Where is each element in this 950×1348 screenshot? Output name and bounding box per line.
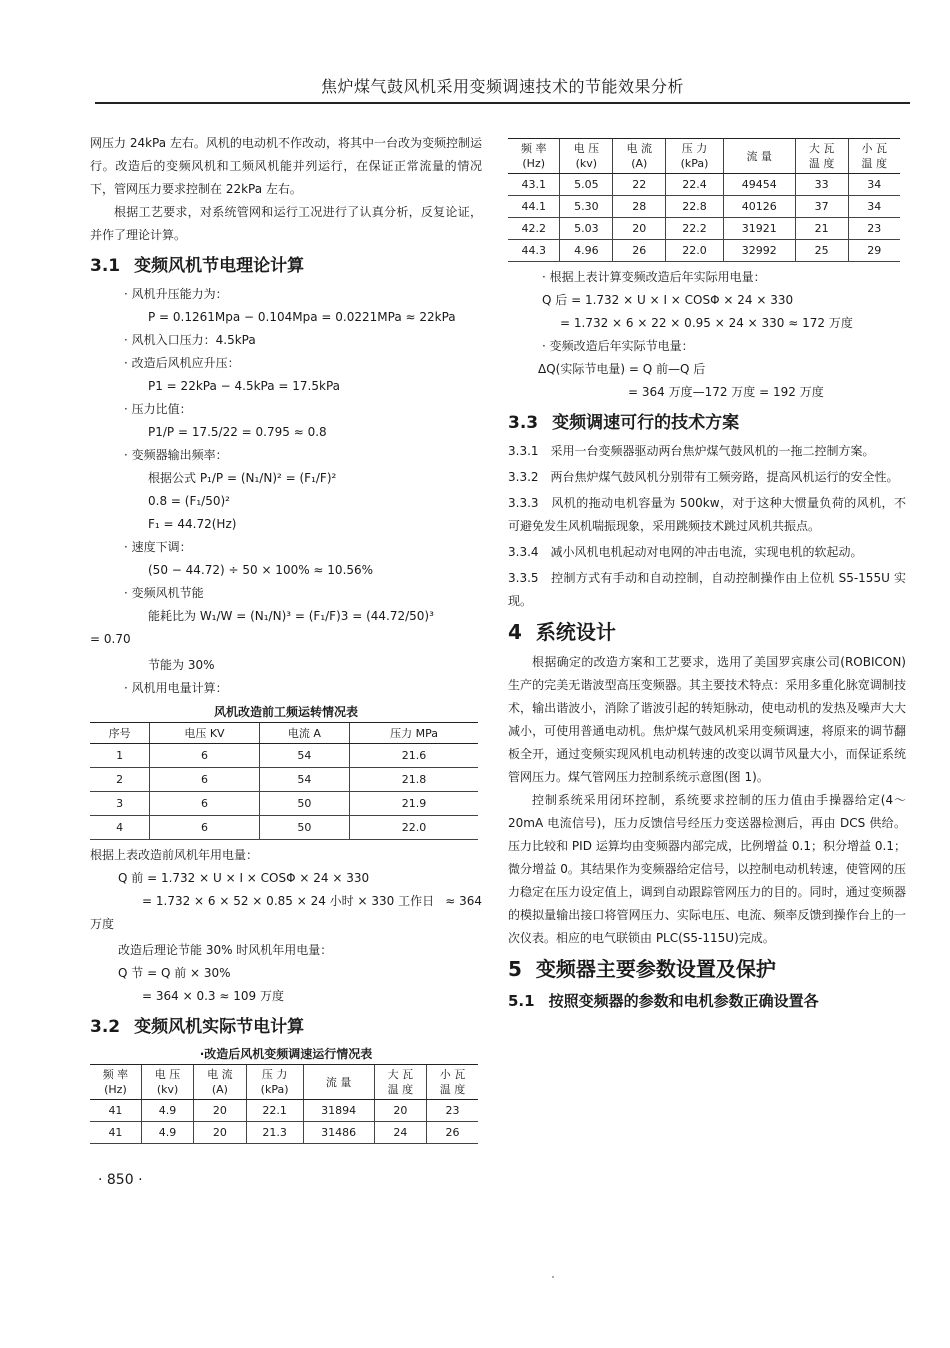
- section-heading-3-1: 3.1 变频风机节电理论计算: [90, 256, 305, 276]
- header-line: 流 量: [746, 149, 772, 163]
- section-heading-3-2: 3.2 变频风机实际节电计算: [90, 1017, 305, 1037]
- table-cell: 4.9: [141, 1100, 193, 1122]
- table-cell: 20: [194, 1122, 246, 1144]
- header-line: 电 压: [154, 1068, 181, 1081]
- table-cell: 31921: [723, 218, 795, 240]
- equation: (50 − 44.72) ÷ 50 × 100% ≈ 10.56%: [148, 563, 374, 577]
- header-line: (A): [631, 157, 648, 170]
- right-column: [508, 138, 906, 1014]
- table-cell: 49454: [723, 174, 795, 196]
- header-line: 小 瓦: [439, 1068, 466, 1081]
- equation: Q 节 = Q 前 × 30%: [118, 966, 231, 980]
- bullet-item: · 压力比值：: [124, 402, 192, 416]
- table-cell: 22: [613, 174, 666, 196]
- header-line: (kPa): [260, 1083, 289, 1096]
- table-header-cell: [666, 139, 724, 174]
- table-header-cell: [723, 139, 795, 174]
- table-cell: 23: [427, 1100, 478, 1122]
- equation: 能耗比为 W₁/W = (N₁/N)³ = (F₁/F)3 = (44.72/50)³: [148, 609, 434, 623]
- equation: 节能为 30%: [148, 658, 215, 672]
- header-line: 频 率: [102, 1068, 129, 1081]
- equation: 根据公式 P₁/P = (N₁/N)² = (F₁/F)²: [148, 471, 337, 485]
- table-row: [508, 218, 900, 240]
- table-header-cell: [303, 1065, 374, 1100]
- table-header-cell: [508, 139, 560, 174]
- table-cell: 26: [613, 240, 666, 262]
- header-line: 小 瓦: [861, 142, 888, 155]
- header-line: 温 度: [439, 1083, 466, 1096]
- table-row: [90, 744, 478, 768]
- header-line: 温 度: [387, 1083, 414, 1096]
- header-line: 大 瓦: [387, 1068, 414, 1081]
- table-caption: ·改造后风机变频调速运行情况表: [199, 1047, 373, 1061]
- table-cell: 21.6: [350, 744, 478, 768]
- subsection-3-3-5: 3.3.5 控制方式有手动和自动控制，自动控制操作由上位机 S5-155U 实现。: [508, 571, 906, 608]
- bullet-item: · 速度下调：: [124, 540, 192, 554]
- left-column: [90, 132, 482, 1144]
- equation: F₁ = 44.72(Hz): [148, 517, 237, 531]
- table-row: [90, 1122, 478, 1144]
- table-cell: 44.3: [508, 240, 560, 262]
- table-cell: 23: [848, 218, 900, 240]
- header-line: 温 度: [808, 157, 835, 170]
- table-header-cell: [613, 139, 666, 174]
- table-cell: 54: [259, 744, 349, 768]
- bullet-item: · 变频风机节能: [124, 586, 204, 600]
- table-row: [508, 196, 900, 218]
- subsection-3-3-4: 3.3.4 减小风机电机起动对电网的冲击电流，实现电机的软起动。: [508, 545, 863, 559]
- table-cell: 20: [613, 218, 666, 240]
- table-cell: 21.8: [350, 768, 478, 792]
- table-header-cell: [795, 139, 848, 174]
- table-cell: 24: [374, 1122, 426, 1144]
- table-cell: 6: [150, 816, 260, 840]
- table-cell: 34: [848, 196, 900, 218]
- table-cell: 4.9: [141, 1122, 193, 1144]
- bullet-item: · 变频器输出频率：: [124, 448, 228, 462]
- table-cell: 42.2: [508, 218, 560, 240]
- table-cell: 20: [374, 1100, 426, 1122]
- table-after-retrofit-continued: [508, 138, 900, 262]
- table-header-cell: [141, 1065, 193, 1100]
- header-line: 频 率: [520, 142, 547, 155]
- table-before-retrofit: [90, 722, 478, 840]
- section-heading-3-3: 3.3 变频调速可行的技术方案: [508, 413, 740, 433]
- table-cell: 6: [150, 792, 260, 816]
- table-cell: 4.96: [560, 240, 613, 262]
- table-cell: 21: [795, 218, 848, 240]
- paragraph: 控制系统采用闭环控制，系统要求控制的压力值由手操器给定(4～20mA 电流信号)，压力反馈信号经压力变送器检测后，再由 DCS 供给。压力比较和 PID 运算均由变频器内部完成，比例增益 0.1；积分增益 0.1；微分增益 0。其结果作为变频器给定信号，以控制电动机转速，使管网的压力稳定在压力设定值上，调到自动跟踪管网压力的目的。同时，通过变频器的模拟量输出接口将管网压力、实际电压、电流、频率反馈到操作台上的一次仪表。相应的电气联锁由 PLC(S5-115U)完成。: [508, 793, 906, 945]
- table-cell: 37: [795, 196, 848, 218]
- equation-continuation: = 0.70: [90, 632, 131, 646]
- table-cell: 40126: [723, 196, 795, 218]
- table-cell: 33: [795, 174, 848, 196]
- table-cell: 21.9: [350, 792, 478, 816]
- table-header-cell: 序号: [90, 723, 150, 744]
- table-header-cell: [246, 1065, 303, 1100]
- equation: = 364 万度—172 万度 = 192 万度: [628, 385, 824, 399]
- bullet-item: · 风机入口压力：4.5kPa: [124, 333, 256, 347]
- subsection-3-3-2: 3.3.2 两台焦炉煤气鼓风机分别带有工频旁路，提高风机运行的安全性。: [508, 470, 899, 484]
- header-line: (kv): [575, 157, 598, 170]
- equation: P1 = 22kPa − 4.5kPa = 17.5kPa: [148, 379, 340, 393]
- table-row: [508, 174, 900, 196]
- paragraph: 根据确定的改造方案和工艺要求，选用了美国罗宾康公司(ROBICON)生产的完美无谐波型高压变频器。其主要技术特点：采用多重化脉宽调制技术，输出谐波小，消除了谐波引起的转矩脉动，使电动机的发热及噪声大大减小，可使用普通电动机。焦炉煤气鼓风机采用变频调速，将原来的调节翻板全开，通过变频实现风机电动机转速的改变以调节风量大小，而保证系统管网压力。煤气管网压力控制系统示意图(图 1)。: [508, 655, 906, 784]
- table-cell: 54: [259, 768, 349, 792]
- table-row: [508, 240, 900, 262]
- table-header-cell: [560, 139, 613, 174]
- paragraph: 改造后理论节能 30% 时风机年用电量：: [118, 943, 333, 957]
- table-cell: 6: [150, 768, 260, 792]
- header-line: (Hz): [104, 1083, 127, 1096]
- table-cell: 41: [90, 1122, 141, 1144]
- header-line: 温 度: [861, 157, 888, 170]
- table-header-cell: 压力 MPa: [350, 723, 478, 744]
- table-row: [90, 1100, 478, 1122]
- bullet-item: · 风机用电量计算：: [124, 681, 228, 695]
- table-cell: 50: [259, 792, 349, 816]
- equation: = 364 × 0.3 ≈ 109 万度: [142, 989, 284, 1003]
- header-line: 电 流: [207, 1068, 233, 1081]
- paragraph: 网压力 24kPa 左右。风机的电动机不作改动，将其中一台改为变频控制运行。改造后的变频风机和工频风机能并列运行，在保证正常流量的情况下，管网压力要求控制在 22kPa 左右。: [90, 136, 482, 196]
- header-line: (Hz): [522, 157, 546, 170]
- table-cell: 2: [90, 768, 150, 792]
- table-header-cell: [374, 1065, 426, 1100]
- bullet-item: · 变频改造后年实际节电量：: [542, 339, 694, 353]
- scan-speck: [552, 1276, 554, 1278]
- table-cell: 43.1: [508, 174, 560, 196]
- equation: P1/P = 17.5/22 = 0.795 ≈ 0.8: [148, 425, 327, 439]
- table-cell: 29: [848, 240, 900, 262]
- equation: P = 0.1261Mpa − 0.104Mpa = 0.0221MPa ≈ 22kPa: [148, 310, 456, 324]
- table-cell: 22.0: [666, 240, 724, 262]
- section-heading-5-1: 5.1 按照变频器的参数和电机参数正确设置各: [508, 992, 819, 1010]
- table-cell: 34: [848, 174, 900, 196]
- header-line: (A): [211, 1083, 228, 1096]
- table-after-retrofit: [90, 1064, 478, 1144]
- table-cell: 26: [427, 1122, 478, 1144]
- header-line: 电 流: [626, 142, 653, 155]
- table-cell: 21.3: [246, 1122, 303, 1144]
- table-row: [90, 816, 478, 840]
- table-cell: 50: [259, 816, 349, 840]
- table-cell: 1: [90, 744, 150, 768]
- table-header-cell: [848, 139, 900, 174]
- table-header-cell: [427, 1065, 478, 1100]
- table-cell: 31894: [303, 1100, 374, 1122]
- table-cell: 22.2: [666, 218, 724, 240]
- equation: Q 后 = 1.732 × U × I × COSΦ × 24 × 330: [542, 293, 794, 307]
- table-cell: 5.30: [560, 196, 613, 218]
- header-line: 大 瓦: [808, 142, 835, 155]
- table-cell: 28: [613, 196, 666, 218]
- paragraph: 根据工艺要求，对系统管网和运行工况进行了认真分析，反复论证，并作了理论计算。: [90, 205, 482, 242]
- page-number: · 850 ·: [98, 1172, 143, 1188]
- table-cell: 25: [795, 240, 848, 262]
- bullet-item: · 改造后风机应升压：: [124, 356, 240, 370]
- table-cell: 4: [90, 816, 150, 840]
- subsection-3-3-3: 3.3.3 风机的拖动电机容量为 500kw，对于这种大惯量负荷的风机，不可避免发生风机喘振现象，采用跳频技术跳过风机共振点。: [508, 496, 906, 533]
- equation-continuation: 万度: [90, 917, 115, 931]
- table-caption: 风机改造前工频运转情况表: [213, 705, 358, 719]
- table-cell: 5.05: [560, 174, 613, 196]
- table-cell: 44.1: [508, 196, 560, 218]
- section-heading-5: 5 变频器主要参数设置及保护: [508, 957, 776, 981]
- table-header-cell: 电流 A: [259, 723, 349, 744]
- table-row: [90, 792, 478, 816]
- table-header-cell: [90, 1065, 141, 1100]
- table-header-cell: [194, 1065, 246, 1100]
- equation: 0.8 = (F₁/50)²: [148, 494, 230, 508]
- table-cell: 41: [90, 1100, 141, 1122]
- equation: Q 前 = 1.732 × U × I × COSΦ × 24 × 330: [118, 871, 370, 885]
- table-cell: 3: [90, 792, 150, 816]
- table-cell: 22.1: [246, 1100, 303, 1122]
- header-line: 电 压: [573, 142, 600, 155]
- subsection-3-3-1: 3.3.1 采用一台变频器驱动两台焦炉煤气鼓风机的一拖二控制方案。: [508, 444, 875, 458]
- paragraph: 根据上表改造前风机年用电量：: [90, 848, 259, 862]
- table-cell: 32992: [723, 240, 795, 262]
- table-cell: 31486: [303, 1122, 374, 1144]
- table-cell: 20: [194, 1100, 246, 1122]
- header-line: (kv): [156, 1083, 179, 1096]
- table-cell: 5.03: [560, 218, 613, 240]
- equation: ΔQ(实际节电量) = Q 前—Q 后: [538, 362, 706, 376]
- section-heading-4: 4 系统设计: [508, 620, 616, 644]
- header-line: 压 力: [681, 142, 708, 155]
- equation: = 1.732 × 6 × 52 × 0.85 × 24 小时 × 330 工作日 ≈ 364: [142, 894, 482, 908]
- table-cell: 22.8: [666, 196, 724, 218]
- header-line: 流 量: [325, 1075, 352, 1089]
- header-line: 压 力: [261, 1068, 288, 1081]
- bullet-item: · 根据上表计算变频改造后年实际用电量：: [542, 270, 766, 284]
- table-cell: 22.0: [350, 816, 478, 840]
- running-header: 焦炉煤气鼓风机采用变频调速技术的节能效果分析: [95, 72, 910, 104]
- header-line: (kPa): [680, 157, 709, 170]
- bullet-item: · 风机升压能力为：: [124, 287, 228, 301]
- table-cell: 22.4: [666, 174, 724, 196]
- table-cell: 6: [150, 744, 260, 768]
- equation: = 1.732 × 6 × 22 × 0.95 × 24 × 330 ≈ 172 万度: [560, 316, 853, 330]
- table-row: [90, 768, 478, 792]
- table-header-cell: 电压 KV: [150, 723, 260, 744]
